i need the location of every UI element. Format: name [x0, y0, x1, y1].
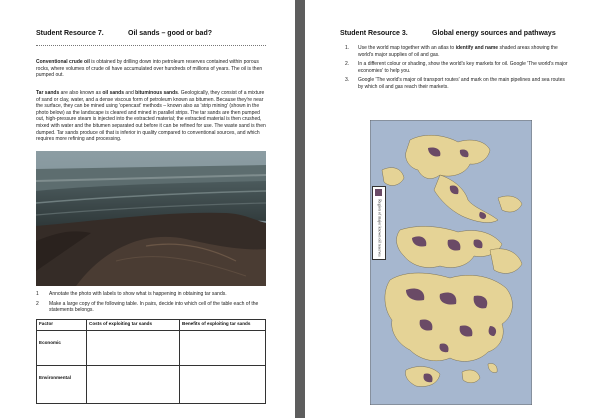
- task-text: Use the world map together with an atlas to: [358, 45, 456, 51]
- table-row: [37, 331, 266, 366]
- left-heading-title: Oil sands – good or bad?: [128, 30, 213, 37]
- task-item: [345, 45, 570, 58]
- legend-label: Region of major known oil reserves: [377, 199, 383, 257]
- left-heading-label: Student Resource 7.: [36, 30, 104, 37]
- column-header: Costs of exploiting tar sands: [87, 320, 180, 331]
- legend-swatch: [375, 189, 382, 196]
- cost-benefit-table: [36, 319, 266, 404]
- task-text: Annotate the photo with labels to show what is happening in obtaining tar sands.: [49, 291, 227, 297]
- world-map: [370, 120, 532, 405]
- task-number: 3.: [345, 77, 350, 84]
- task-item: [345, 61, 570, 74]
- map-legend: [372, 186, 386, 260]
- task-number: 2.: [345, 61, 350, 68]
- table-cell: [87, 366, 180, 404]
- task-item: [36, 301, 266, 314]
- table-cell: [180, 331, 266, 366]
- paragraph-text: and: [124, 90, 136, 96]
- task-text: shaded areas showing the world's major supplies of oil and gas.: [358, 45, 558, 58]
- task-text: In a different colour or shading, show the world's key markets for oil. Google 'The world's major economies' to help you.: [358, 61, 568, 74]
- paragraph-text: . Geologically, they consist of a mixture of sand or clay, water, and a dense viscous form of petroleum known as bitumen. Because they're near the surface, they can be mined using 'opencast' methods – known also as 'strip mining' (shown in the photo below) as the landscape is cleared and mined in parallel strips. The tar sands are then pumped out, high-pressure steam is injected into the extracted material; the extracted material is then crushed, mixed with water and the bitumen separated out before it can be refined for use. The waste sand is then dumped. Tar sands produce oil that is inferior in quality compared to conventional sources, and which requires more refining and processing.: [36, 90, 266, 143]
- right-task-list: [345, 45, 570, 94]
- right-heading-title: Global energy sources and pathways: [432, 30, 556, 37]
- term-oil-sands: oil sands: [102, 90, 125, 96]
- paragraph-conventional-oil: [36, 59, 266, 79]
- paragraph-text: is obtained by drilling down into petroleum reserves contained within porous rocks, where volumes of crude oil have accumulated over hundreds of millions of years. The oil is then pumped out.: [36, 59, 263, 79]
- left-task-list: [36, 291, 266, 317]
- task-number: 2: [36, 300, 39, 307]
- paragraph-text: are also known as: [59, 90, 103, 96]
- task-item: [36, 291, 266, 298]
- term-conventional-crude-oil: Conventional crude oil: [36, 59, 90, 65]
- column-header: Factor: [37, 320, 87, 331]
- right-heading-label: Student Resource 3.: [340, 30, 408, 37]
- task-text: Google 'The world's major oil transport routes' and mark on the main pipelines and sea routes by which oil and gas reach their markets.: [358, 77, 565, 90]
- term-bituminous-sands: bituminous sands: [135, 90, 178, 96]
- task-number: 1: [36, 291, 39, 297]
- row-label: Environmental: [37, 366, 87, 404]
- table-header-row: [37, 320, 266, 331]
- strip-mining-photo: [36, 151, 266, 286]
- row-label: Economic: [37, 331, 87, 366]
- task-item: [345, 77, 570, 90]
- heading-divider: [36, 45, 266, 46]
- table-cell: [180, 366, 266, 404]
- column-header: Benefits of exploiting tar sands: [180, 320, 266, 331]
- task-text: Make a large copy of the following table. In pairs, decide into which cell of the table each of the statements belongs.: [49, 300, 259, 314]
- term-tar-sands: Tar sands: [36, 90, 60, 96]
- task-number: 1.: [345, 45, 350, 51]
- table-row: [37, 366, 266, 404]
- table-cell: [87, 331, 180, 366]
- paragraph-tar-sands: [36, 90, 266, 143]
- task-emphasis: identify and name: [455, 45, 499, 51]
